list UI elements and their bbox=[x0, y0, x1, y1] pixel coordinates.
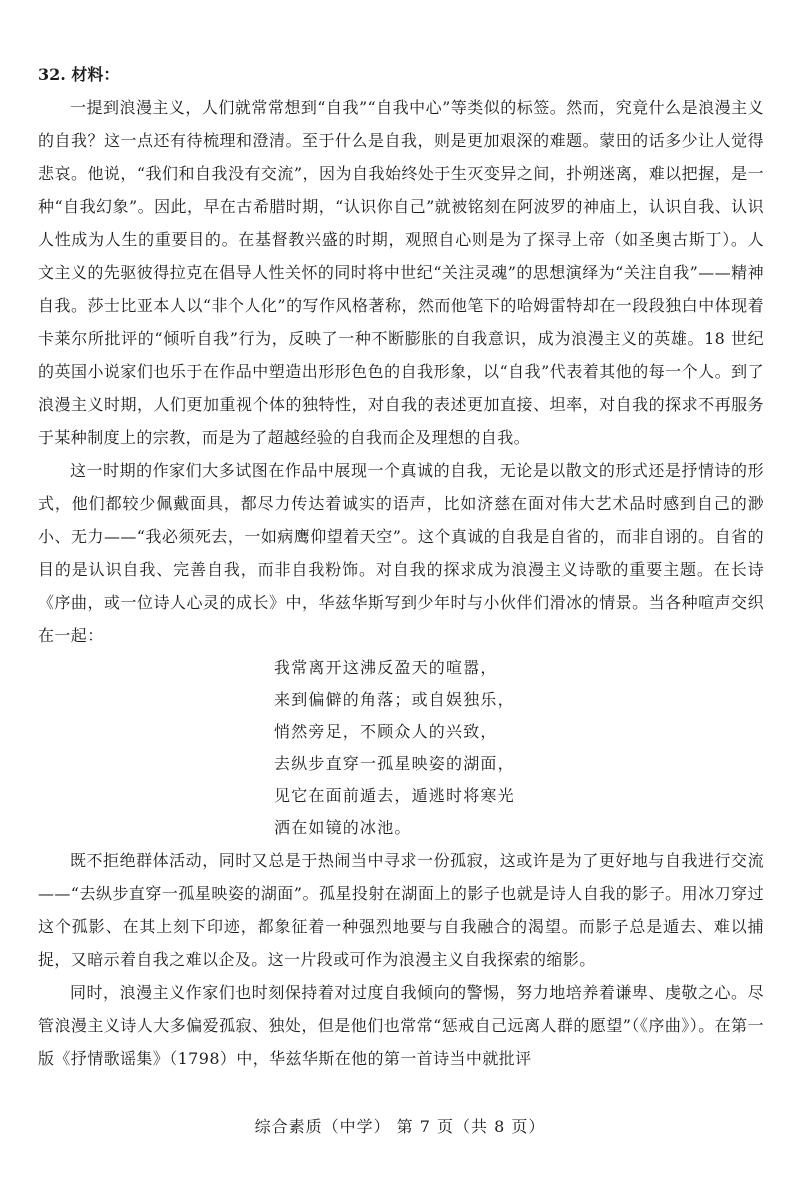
poem-line-4: 去纵步直穿一孤星映姿的湖面， bbox=[274, 754, 515, 773]
paragraph-2: 这一时期的作家们大多试图在作品中展现一个真诚的自我，无论是以散文的形式还是抒情诗的形式，他们都较少佩戴面具，都尽力传达着诚实的语声，比如济慈在面对伟大艺术品时感到自己的渺小、无力——“我必须死去，一如病鹰仰望着天空”。这个真诚的自我是自省的，而非自诩的。自省的目的是认识自我、完善自我，而非自我粉饰。对自我的探求成为浪漫主义诗歌的重要主题。在长诗《序曲，或一位诗人心灵的成长》中，华兹华斯写到少年时与小伙伴们滑冰的情景。当各种喧声交织在一起： bbox=[38, 461, 764, 645]
question-number: 32. 材料： bbox=[38, 65, 120, 84]
poem-line-3: 悄然旁足，不顾众人的兴致， bbox=[274, 722, 498, 741]
poem-line-5: 见它在面前遁去，遁逃时将寒光 bbox=[274, 786, 515, 805]
poem-line-6: 洒在如镜的冰池。 bbox=[274, 818, 412, 837]
poem-line-1: 我常离开这沸反盈天的喧嚣， bbox=[274, 658, 498, 677]
paragraph-1: 一提到浪漫主义，人们就常常想到“自我”“自我中心”等类似的标签。然而，究竟什么是浪漫主义的自我？这一点还有待梳理和澄清。至于什么是自我，则是更加艰深的难题。蒙田的话多少让人觉得悲哀。他说，“我们和自我没有交流”，因为自我始终处于生灭变异之间，扑朔迷离，难以把握，是一种“自我幻象”。因此，早在古希腊时期，“认识你自己”就被铭刻在阿波罗的神庙上，认识自我、认识人性成为人生的重要目的。在基督教兴盛的时期，观照自心则是为了探寻上帝（如圣奥古斯丁）。人文主义的先驱彼得拉克在倡导人性关怀的同时将中世纪“关注灵魂”的思想演绎为“关注自我”——精神自我。莎士比亚本人以“非个人化”的写作风格著称，然而他笔下的哈姆雷特却在一段段独白中体现着卡莱尔所批评的“倾听自我”行为，反映了一种不断膨胀的自我意识，成为浪漫主义的英雄。18 世纪的英国小说家们也乐于在作品中塑造出形形色色的自我形象，以“自我”代表着其他的每一个人。到了浪漫主义时期，人们更加重视个体的独特性，对自我的表述更加直接、坦率，对自我的探求不再服务于某种制度上的宗教，而是为了超越经验的自我而企及理想的自我。 bbox=[38, 98, 764, 447]
document-page bbox=[38, 58, 764, 1075]
page-footer: 综合素质（中学） 第 7 页（共 8 页） bbox=[254, 1117, 546, 1136]
poem-line-2: 来到偏僻的角落；或自娱独乐， bbox=[274, 690, 515, 709]
paragraph-4: 同时，浪漫主义作家们也时刻保持着对过度自我倾向的警惕，努力地培养着谦卑、虔敬之心。尽管浪漫主义诗人大多偏爱孤寂、独处，但是他们也常常“惩戒自己远离人群的愿望”（《序曲》）。在第一版《抒情歌谣集》（1798）中，华兹华斯在他的第一首诗当中就批评 bbox=[38, 983, 764, 1068]
poem-excerpt bbox=[38, 652, 764, 844]
paragraph-3: 既不拒绝群体活动，同时又总是于热闹当中寻求一份孤寂，这或许是为了更好地与自我进行交流——“去纵步直穿一孤星映姿的湖面”。孤星投射在湖面上的影子也就是诗人自我的影子。用冰刀穿过这个孤影、在其上刻下印迹，都象征着一种强烈地要与自我融合的渴望。而影子总是遁去、难以捕捉，又暗示着自我之难以企及。这一片段或可作为浪漫主义自我探索的缩影。 bbox=[38, 851, 764, 969]
